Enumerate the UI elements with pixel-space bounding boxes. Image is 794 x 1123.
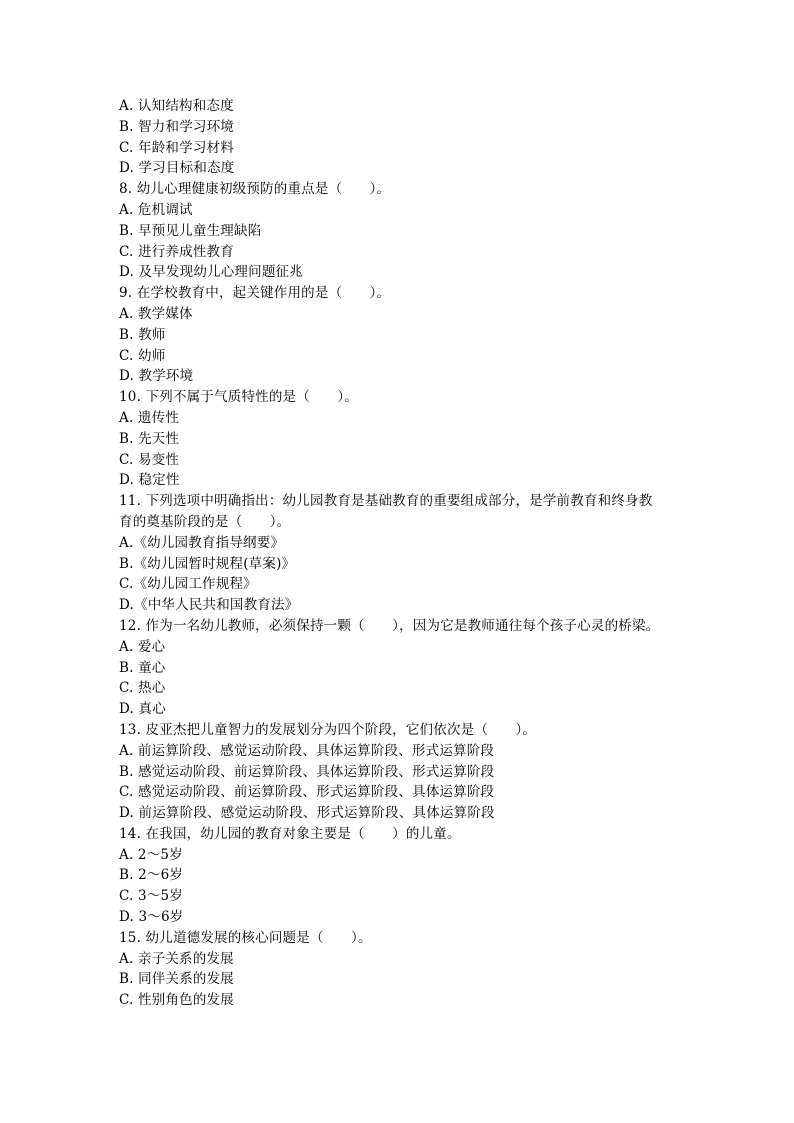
option-line: D. 稳定性	[119, 472, 180, 489]
option-line: D.《中华人民共和国教育法》	[119, 597, 299, 614]
option-line: D. 学习目标和态度	[119, 160, 235, 177]
question-12: 12. 作为一名幼儿教师，必须保持一颗（ ），因为它是教师通往每个孩子心灵的桥梁。	[119, 617, 660, 634]
option-line: A. 爱心	[119, 638, 166, 655]
option-line: A. 前运算阶段、感觉运动阶段、具体运算阶段、形式运算阶段	[119, 742, 495, 759]
option-line: B.《幼儿园暂时规程(草案)》	[119, 555, 296, 572]
option-line: C. 热心	[119, 680, 166, 697]
option-line: B. 同伴关系的发展	[119, 971, 235, 988]
option-line: D. 真心	[119, 701, 166, 718]
option-line: D. 及早发现幼儿心理问题征兆	[119, 264, 303, 281]
option-line: A. 2～5岁	[119, 846, 183, 863]
option-line: D. 前运算阶段、感觉运动阶段、形式运算阶段、具体运算阶段	[119, 805, 495, 822]
question-15: 15. 幼儿道德发展的核心问题是（ ）。	[119, 929, 372, 946]
option-line: C. 进行养成性教育	[119, 243, 234, 260]
option-line: A. 遗传性	[119, 409, 180, 426]
option-line: C.《幼儿园工作规程》	[119, 576, 257, 593]
question-9: 9. 在学校教育中，起关键作用的是（ ）。	[119, 285, 391, 302]
option-line: A.《幼儿园教育指导纲要》	[119, 534, 285, 551]
option-line: B. 智力和学习环境	[119, 118, 235, 135]
option-line: C. 幼师	[119, 347, 166, 364]
option-line: B. 教师	[119, 326, 166, 343]
question-13: 13. 皮亚杰把儿童智力的发展划分为四个阶段，它们依次是（ ）。	[119, 721, 537, 738]
option-line: A. 危机调试	[119, 201, 193, 218]
option-line: C. 3～5岁	[119, 888, 184, 905]
option-line: A. 教学媒体	[119, 305, 193, 322]
option-line: A. 亲子关系的发展	[119, 950, 234, 967]
option-line: A. 认知结构和态度	[119, 98, 234, 114]
question-10: 10. 下列不属于气质特性的是（ ）。	[119, 389, 359, 406]
option-line: B. 感觉运动阶段、前运算阶段、具体运算阶段、形式运算阶段	[119, 763, 495, 780]
document-page	[119, 96, 679, 1011]
option-line: B. 先天性	[119, 430, 180, 447]
option-line: B. 童心	[119, 659, 166, 676]
option-line: D. 3～6岁	[119, 909, 184, 926]
option-line: C. 性别角色的发展	[119, 992, 234, 1009]
question-11-continued: 育的奠基阶段的是（ ）。	[119, 513, 291, 530]
question-11: 11. 下列选项中明确指出：幼儿园教育是基础教育的重要组成部分，是学前教育和终身教	[119, 493, 653, 510]
option-line: B. 早预见儿童生理缺陷	[119, 222, 262, 239]
option-line: D. 教学环境	[119, 368, 194, 385]
option-line: C. 易变性	[119, 451, 180, 468]
question-8: 8. 幼儿心理健康初级预防的重点是（ ）。	[119, 181, 391, 198]
option-line: C. 感觉运动阶段、前运算阶段、形式运算阶段、具体运算阶段	[119, 784, 495, 801]
option-line: B. 2～6岁	[119, 867, 184, 884]
option-line: C. 年龄和学习材料	[119, 139, 234, 156]
question-14: 14. 在我国，幼儿园的教育对象主要是（ ）的儿童。	[119, 825, 461, 842]
